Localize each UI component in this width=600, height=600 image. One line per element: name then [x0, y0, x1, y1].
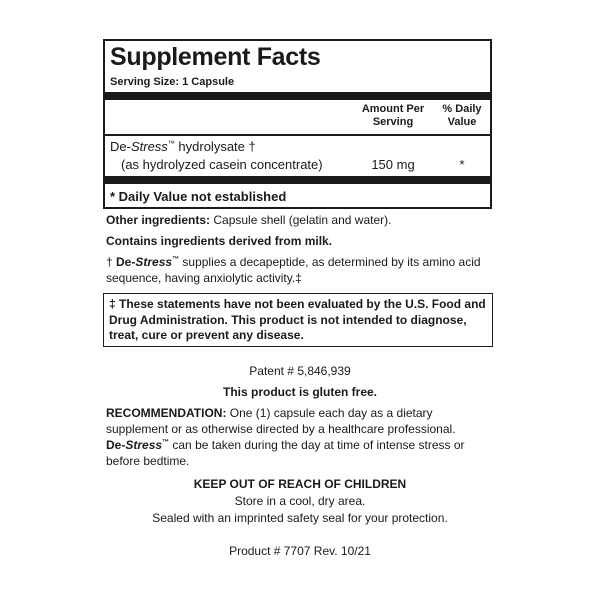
thick-divider	[105, 92, 490, 100]
gluten-free-statement: This product is gluten free.	[222, 385, 377, 399]
safety-seal-note: Sealed with an imprinted safety seal for your protection.	[152, 511, 448, 525]
fda-disclaimer: ‡ These statements have not been evaluated by the U.S. Food and Drug Administration. This product is not intended to diagnose, treat, cure or prevent any disease.	[103, 293, 493, 347]
facts-title: Supplement Facts	[110, 43, 321, 71]
serving-size: Serving Size: 1 Capsule	[110, 76, 235, 88]
milk-allergen-statement: Contains ingredients derived from milk.	[106, 234, 333, 248]
patent-number: Patent # 5,846,939	[249, 364, 351, 378]
storage-instructions: Store in a cool, dry area.	[234, 494, 366, 508]
children-warning: KEEP OUT OF REACH OF CHILDREN	[193, 477, 407, 491]
ingredient-amount: 150 mg	[371, 157, 415, 172]
supplement-facts-panel	[103, 39, 492, 209]
ingredient-source: (as hydrolyzed casein concentrate)	[121, 157, 323, 172]
amount-per-serving-header: Amount Per Serving	[361, 103, 425, 128]
product-number: Product # 7707 Rev. 10/21	[229, 544, 371, 558]
other-ingredients: Other ingredients: Capsule shell (gelatin and water).	[106, 213, 392, 227]
thick-divider	[105, 176, 490, 184]
ingredient-name: De-Stress™ hydrolysate †	[110, 139, 256, 154]
recommendation: RECOMMENDATION: One (1) capsule each day as a dietary supplement or as otherwise directed by a healthcare professional. De-Stress™ can be taken during the day at time of intense stress or before bedtime.	[106, 406, 465, 468]
ingredient-daily-value: *	[459, 157, 465, 172]
ingredient-footnote: † De-Stress™ supplies a decapeptide, as determined by its amino acid sequence, having anxiolytic activity.‡	[106, 255, 481, 285]
daily-value-note: * Daily Value not established	[110, 189, 287, 204]
header-divider	[105, 134, 490, 136]
daily-value-header: % Daily Value	[442, 103, 482, 128]
